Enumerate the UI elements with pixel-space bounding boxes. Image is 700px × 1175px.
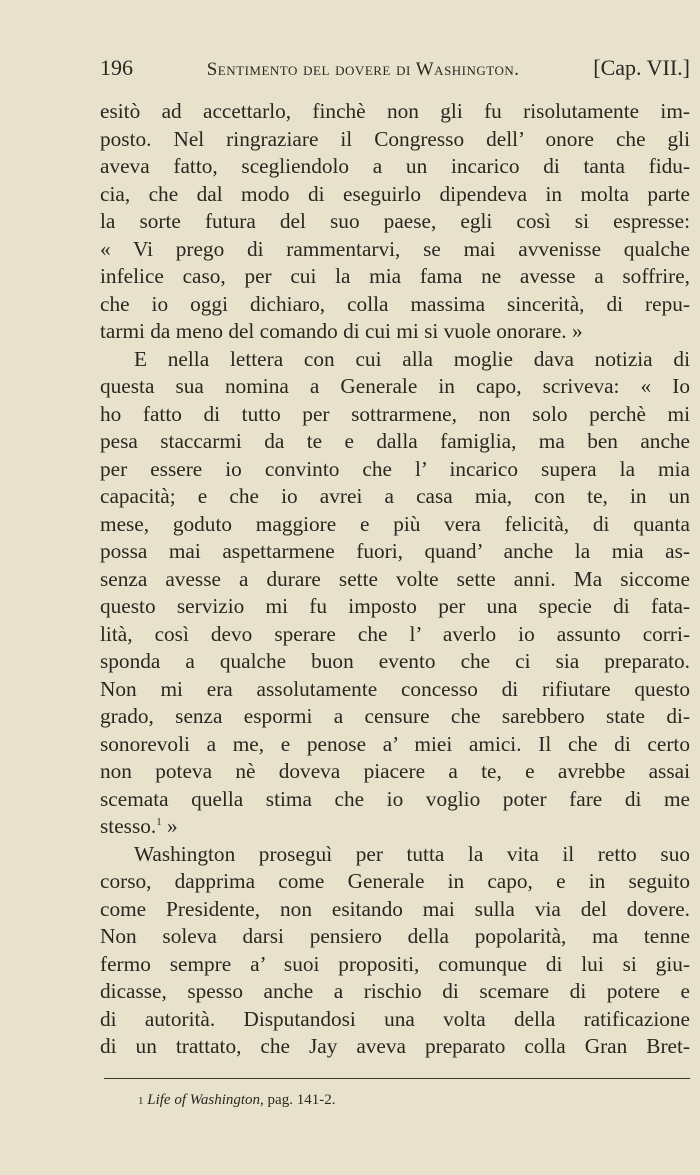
text-line bbox=[100, 923, 690, 951]
text-line bbox=[100, 566, 690, 594]
line-text: cia, che dal modo di eseguirlo dipendeva in molta parte bbox=[100, 181, 690, 206]
line-text: la sorte futura del suo paese, egli così si espresse: bbox=[100, 209, 690, 233]
line-text: sonorevoli a me, e penose a’ miei amici. Il che di certo bbox=[100, 731, 690, 756]
line-text: Washington proseguì per tutta la vita il retto suo bbox=[134, 841, 690, 866]
line-text: questa sua nomina a Generale in capo, scriveva: « Io bbox=[100, 374, 690, 398]
page-number: 196 bbox=[100, 55, 133, 80]
text-line bbox=[100, 896, 690, 924]
closing-quote: » bbox=[161, 814, 178, 838]
line-text: possa mai aspettarmene fuori, quand’ anche la mia as- bbox=[100, 539, 690, 563]
text-line bbox=[100, 401, 690, 429]
text-line bbox=[100, 373, 690, 401]
running-header bbox=[100, 55, 690, 85]
text-line bbox=[100, 208, 690, 236]
line-text: non poteva nè doveva piacere a te, e avrebbe assai bbox=[100, 759, 690, 783]
line-text: grado, senza espormi a censure che sarebbero state di- bbox=[100, 704, 690, 728]
footnote-ref: , pag. 141-2. bbox=[260, 1092, 336, 1108]
line-text: « Vi prego di rammentarvi, se mai avvenisse qualche bbox=[100, 236, 690, 261]
text-line bbox=[100, 731, 690, 759]
line-text: scemata quella stima che io voglio poter fare di me bbox=[100, 786, 690, 811]
line-text: questo servizio mi fu imposto per una specie di fata- bbox=[100, 594, 690, 618]
line-text: ho fatto di tutto per sottrarmene, non solo perchè mi bbox=[100, 401, 690, 426]
line-text: per essere io convinto che l’ incarico supera la mia bbox=[100, 456, 690, 481]
text-line bbox=[100, 263, 690, 291]
line-text: Non soleva darsi pensiero della popolarità, ma tenne bbox=[100, 924, 690, 948]
text-line bbox=[100, 428, 690, 456]
line-text: di un trattato, che Jay aveva preparato colla Gran Bret- bbox=[100, 1034, 690, 1058]
line-text: corso, dapprima come Generale in capo, e in seguito bbox=[100, 869, 690, 893]
text-line bbox=[100, 181, 690, 209]
text-line bbox=[100, 676, 690, 704]
text-line bbox=[100, 236, 690, 264]
line-text: che io oggi dichiaro, colla massima sincerità, di repu- bbox=[100, 291, 690, 316]
line-text: pesa staccarmi da te e dalla famiglia, ma ben anche bbox=[100, 429, 690, 453]
text-line bbox=[100, 483, 690, 511]
text-line bbox=[100, 291, 690, 319]
line-text: senza avesse a durare sette volte sette anni. Ma siccome bbox=[100, 566, 690, 591]
line-text: infelice caso, per cui la mia fama ne avesse a soffrire, bbox=[100, 264, 690, 288]
line-text: Non mi era assolutamente concesso di rifiutare questo bbox=[100, 676, 690, 701]
body-text bbox=[100, 98, 690, 1061]
text-line bbox=[100, 511, 690, 539]
text-line bbox=[100, 1006, 690, 1034]
text-line bbox=[100, 621, 690, 649]
line-text: aveva fatto, scegliendolo a un incarico di tanta fidu- bbox=[100, 154, 690, 178]
line-text: E nella lettera con cui alla moglie dava notizia di bbox=[134, 346, 690, 371]
text-line bbox=[100, 593, 690, 621]
line-text: posto. Nel ringraziare il Congresso dell’ onore che gli bbox=[100, 126, 690, 151]
text-line bbox=[100, 841, 690, 869]
text-line bbox=[100, 813, 690, 841]
text-line bbox=[100, 978, 690, 1006]
line-text: esitò ad accettarlo, finchè non gli fu risolutamente im- bbox=[100, 99, 690, 123]
text-line bbox=[100, 456, 690, 484]
chapter-label: [Cap. VII.] bbox=[593, 55, 690, 80]
text-line bbox=[100, 648, 690, 676]
text-line bbox=[100, 318, 690, 346]
text-line bbox=[100, 153, 690, 181]
text-line bbox=[100, 758, 690, 786]
footnote bbox=[138, 1092, 335, 1110]
line-text: stesso. bbox=[100, 814, 157, 838]
text-line bbox=[100, 98, 690, 126]
line-text: mese, goduto maggiore e più vera felicità, di quanta bbox=[100, 511, 690, 536]
footnote-reference[interactable]: 1 bbox=[156, 816, 162, 828]
line-text: sponda a qualche buon evento che ci sia preparato. bbox=[100, 649, 690, 673]
text-line bbox=[100, 786, 690, 814]
footnote-divider bbox=[104, 1078, 690, 1079]
line-text: capacità; e che io avrei a casa mia, con te, in un bbox=[100, 484, 690, 508]
line-text: fermo sempre a’ suoi propositi, comunque di lui si giu- bbox=[100, 951, 690, 976]
line-text: tarmi da meno del comando di cui mi si vuole onorare. » bbox=[100, 319, 583, 343]
text-line bbox=[100, 538, 690, 566]
text-line bbox=[100, 346, 690, 374]
line-text: come Presidente, non esitando mai sulla via del dovere. bbox=[100, 896, 690, 921]
line-text: di autorità. Disputandosi una volta della ratificazione bbox=[100, 1006, 690, 1031]
line-text: dicasse, spesso anche a rischio di scemare di potere e bbox=[100, 979, 690, 1003]
text-line bbox=[100, 951, 690, 979]
line-text: lità, così devo sperare che l’ averlo io assunto corri- bbox=[100, 621, 690, 646]
text-line bbox=[100, 703, 690, 731]
footnote-marker: 1 bbox=[138, 1095, 144, 1107]
text-line bbox=[100, 1033, 690, 1061]
footnote-title: Life of Washington bbox=[147, 1092, 261, 1108]
text-line bbox=[100, 126, 690, 154]
text-line bbox=[100, 868, 690, 896]
running-title: Sentimento del dovere di Washington. bbox=[206, 59, 520, 80]
